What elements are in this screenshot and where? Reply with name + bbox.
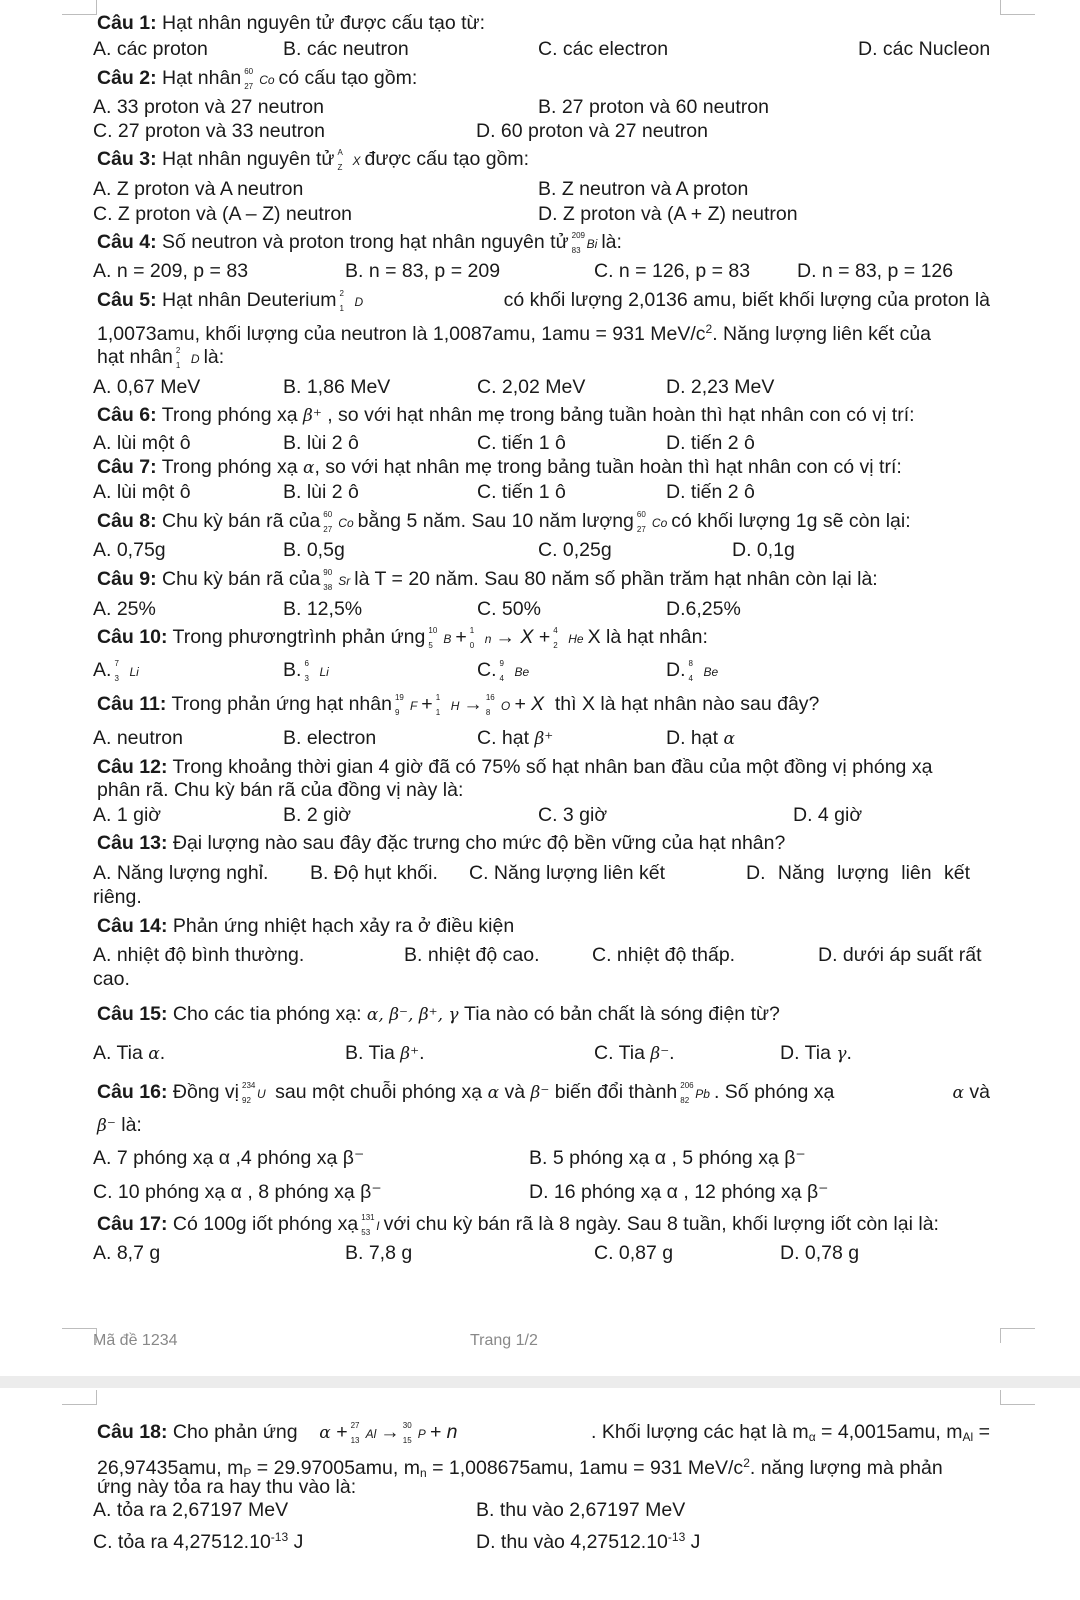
element-symbol: D (190, 352, 200, 366)
question-12 (97, 755, 932, 779)
mass-number: 60 (636, 510, 646, 519)
option-a: A. Năng lượng nghỉ. (93, 862, 269, 884)
option-a: A. tỏa ra 2,67197 MeV (93, 1499, 289, 1521)
option-b: B. Độ hụt khối. (310, 862, 438, 884)
neutron-product: + n (429, 1421, 458, 1443)
unknown-particle: + X (514, 693, 545, 715)
option-c: C. 2,02 MeV (477, 376, 586, 398)
corner-mark (1000, 0, 1035, 15)
question-text: = (978, 1421, 990, 1443)
option-d-continued: cao. (93, 968, 130, 990)
option-c: C. nhiệt độ thấp. (592, 944, 736, 966)
atomic-number: Z (337, 163, 343, 172)
option-c: C. hạt β⁺ (477, 727, 554, 749)
option-d: D. các Nucleon (858, 38, 991, 60)
question-number: Câu 15: (97, 1003, 168, 1025)
option-b: B. nhiệt độ cao. (404, 944, 540, 966)
question-text: với chu kỳ bán rã là 8 ngày. Sau 8 tuần, khối lượng iốt còn lại là: (383, 1213, 939, 1235)
mass-number: 2 (339, 289, 344, 298)
nuclide (323, 511, 353, 535)
question-8 (97, 509, 911, 535)
question-16-line-2 (97, 1113, 142, 1138)
option-d: D. 60 proton và 27 neutron (476, 120, 708, 142)
question-15 (97, 1002, 780, 1027)
option-a: A. n = 209, p = 83 (93, 260, 249, 282)
alpha-symbol: α (723, 729, 735, 749)
element-symbol: U (257, 1087, 266, 1101)
question-number: Câu 13: (97, 832, 168, 854)
option-a: A. neutron (93, 727, 183, 749)
question-number: Câu 17: (97, 1213, 168, 1235)
question-text: Chu kỳ bán rã của (162, 568, 321, 590)
atomic-number: 1 (435, 708, 441, 717)
unit: J (293, 1531, 304, 1553)
beta-minus-symbol: β⁻ (97, 1116, 116, 1136)
option-c: C. 0,87 g (594, 1242, 674, 1264)
question-text: Đại lượng nào sau đây đặc trưng cho mức độ bền vững của hạt nhân? (172, 832, 786, 854)
element-symbol: Co (651, 516, 668, 530)
mass-number: 4 (553, 626, 558, 635)
question-3 (97, 147, 529, 173)
question-text: thì X là hạt nhân nào sau đây? (554, 693, 820, 715)
reaction-arrow-icon: → (463, 693, 483, 715)
option-b: B. Tia β⁺. (345, 1042, 425, 1064)
question-text: Hạt nhân (162, 67, 242, 89)
nuclide (436, 694, 460, 718)
question-text: 1,0073amu, khối lượng của neutron là 1,0087amu, 1amu = 931 MeV/c (97, 323, 706, 345)
question-5-line-3 (97, 345, 224, 371)
element-symbol: I (376, 1219, 380, 1233)
corner-mark (1000, 1328, 1035, 1343)
nuclide (637, 511, 667, 535)
mass-number: 1 (435, 693, 441, 702)
question-text: , so với hạt nhân mẹ trong bảng tuần hoàn thì hạt nhân con có vị trí: (327, 404, 915, 426)
question-text: = 4,0015amu, m (821, 1421, 963, 1443)
option-d: D. 2,23 MeV (666, 376, 775, 398)
question-text: Hạt nhân nguyên tử được cấu tạo từ: (162, 12, 485, 34)
question-number: Câu 2: (97, 67, 157, 89)
option-d: D. dưới áp suất rất (818, 944, 982, 966)
atomic-number: 2 (553, 641, 558, 650)
option-d: D. tiến 2 ô (666, 481, 755, 503)
mass-number: 27 (350, 1421, 360, 1430)
mass-number: 90 (323, 568, 333, 577)
atomic-number: 83 (571, 246, 581, 255)
question-text: = 29.97005amu, m (256, 1457, 420, 1479)
alpha-symbol: α (487, 1083, 500, 1103)
option-b: B. 2 giờ (283, 804, 352, 826)
option-a: A. 7 3 Li (93, 659, 139, 683)
nuclide (395, 694, 417, 718)
option-d: D. tiến 2 ô (666, 432, 755, 454)
question-13 (97, 831, 785, 855)
mass-number: 2 (175, 346, 181, 355)
gamma-symbol: γ (836, 1044, 847, 1064)
question-11 (97, 692, 819, 718)
mass-number: 19 (394, 693, 404, 702)
question-text: Có 100g iốt phóng xạ (172, 1213, 359, 1235)
atomic-number: 27 (323, 525, 333, 534)
nuclide (470, 627, 492, 651)
plus-sign: + (336, 1421, 348, 1443)
question-text: sau một chuỗi phóng xạ (275, 1081, 483, 1103)
option-a: A. nhiệt độ bình thường. (93, 944, 305, 966)
question-text: Tia nào có bản chất là sóng điện từ? (464, 1003, 780, 1025)
option-a: A. lùi một ô (93, 481, 191, 503)
nuclide (323, 569, 350, 593)
question-text: là: (601, 231, 622, 253)
subscript: α (808, 1430, 816, 1444)
question-text: Đồng vị (172, 1081, 239, 1103)
option-a: A. Z proton và A neutron (93, 178, 304, 200)
question-number: Câu 1: (97, 12, 157, 34)
option-d: D. thu vào $4,27512.10^{-13}$ J (476, 1530, 701, 1553)
question-number: Câu 9: (97, 568, 157, 590)
nuclide (428, 627, 451, 651)
option-d: D. 16 phóng xạ α , 12 phóng xạ β⁻ (529, 1181, 829, 1203)
nuclide (361, 1214, 379, 1238)
option-c: C. tiến 1 ô (477, 432, 566, 454)
element-symbol: P (417, 1427, 426, 1441)
subscript: n (419, 1466, 427, 1480)
question-number: Câu 14: (97, 915, 168, 937)
page-separator (0, 1376, 1080, 1388)
option-c: C. 0,25g (538, 539, 612, 561)
option-b: B. n = 83, p = 209 (345, 260, 501, 282)
atomic-number: 9 (394, 708, 400, 717)
atomic-number: 27 (636, 525, 646, 534)
question-number: Câu 12: (97, 756, 168, 778)
option-a: A. các proton (93, 38, 208, 60)
beta-minus-symbol: β⁻ (650, 1044, 670, 1064)
question-17 (97, 1212, 939, 1238)
question-number: Câu 5: (97, 289, 157, 311)
option-d: D. 0,1g (732, 539, 795, 561)
exponent: -13 (667, 1530, 686, 1544)
option-c: C. tỏa ra $4,27512.10^{-13}$ J (93, 1530, 304, 1553)
question-5-line-2 (97, 317, 931, 346)
question-text: hạt nhân (97, 346, 173, 368)
atomic-number: 15 (402, 1436, 412, 1445)
option-a: A. 0,75g (93, 539, 166, 561)
option-d: D. hạt α (666, 727, 735, 749)
question-number: Câu 6: (97, 404, 157, 426)
option-b: B. 5 phóng xạ α , 5 phóng xạ β⁻ (529, 1147, 806, 1169)
option-c: C. tiến 1 ô (477, 481, 566, 503)
corner-mark (1000, 1390, 1035, 1405)
nuclide (553, 627, 583, 651)
atomic-number: 92 (242, 1096, 251, 1105)
option-a: A. 8,7 g (93, 1242, 161, 1264)
atomic-number: 53 (361, 1228, 371, 1237)
option-d: D. 8 4 Be (666, 659, 719, 683)
question-1 (97, 11, 485, 35)
beta-minus-symbol: β⁻ (530, 1083, 550, 1103)
question-text: là T = 20 năm. Sau 80 năm số phần trăm hạt nhân còn lại là: (354, 568, 878, 590)
question-text: và (504, 1081, 526, 1103)
nuclide (242, 1082, 266, 1106)
option-d: D.6,25% (666, 598, 741, 620)
question-text: X là hạt nhân: (587, 626, 708, 648)
nuclide (340, 290, 364, 314)
question-text: = 1,008675amu, 1amu = 931 MeV/c (432, 1457, 744, 1479)
atomic-number: 5 (428, 641, 433, 650)
corner-mark (62, 0, 97, 15)
nuclide (244, 68, 274, 92)
option-a: A. 1 giờ (93, 804, 162, 826)
question-18-line-3: ứng này tỏa ra hay thu vào là: (97, 1476, 357, 1498)
question-text: Trong phươngtrình phản ứng (172, 626, 426, 648)
option-a: A. 33 proton và 27 neutron (93, 96, 324, 118)
option-c: C. Tia β⁻. (594, 1042, 675, 1064)
question-text: và (969, 1081, 990, 1103)
option-a: A. 25% (93, 598, 156, 620)
option-d: D. Tia γ. (780, 1042, 852, 1064)
question-text: Cho phản ứng (172, 1421, 298, 1443)
exponent: -13 (270, 1530, 289, 1544)
mass-number: 234 (242, 1081, 256, 1090)
option-c: C. các electron (538, 38, 669, 60)
page-number: Trang 1/2 (470, 1332, 538, 1349)
mass-number: 16 (485, 693, 495, 702)
option-d: D. 0,78 g (780, 1242, 860, 1264)
question-text: , so với hạt nhân mẹ trong bảng tuần hoàn thì hạt nhân con có vị trí: (314, 456, 902, 478)
plus-sign: + (455, 626, 467, 648)
option-c: C. 10 phóng xạ α , 8 phóng xạ β⁻ (93, 1181, 382, 1203)
atomic-number: 1 (175, 361, 181, 370)
question-number: Câu 11: (97, 693, 167, 715)
nuclide (337, 149, 360, 173)
element-symbol: Co (259, 73, 275, 87)
mass-number: 30 (402, 1421, 412, 1430)
question-number: Câu 3: (97, 148, 157, 170)
element-symbol: Sr (338, 574, 351, 588)
option-d: D. 4 giờ (793, 804, 863, 826)
mass-number: 1 (469, 626, 475, 635)
question-9 (97, 567, 878, 593)
question-7 (97, 455, 902, 480)
mass-number: 131 (361, 1213, 375, 1222)
option-c: C. 9 4 Be (477, 659, 530, 683)
question-text: được cấu tạo gồm: (364, 148, 530, 170)
question-14 (97, 914, 514, 938)
option-b: B. 7,8 g (345, 1242, 413, 1264)
atomic-number: 82 (680, 1096, 690, 1105)
element-symbol: O (500, 699, 511, 713)
nuclide (403, 1422, 426, 1446)
question-10 (97, 625, 708, 651)
question-text: Trong khoảng thời gian 4 giờ đã có 75% số hạt nhân ban đầu của một đồng vị phóng xạ (172, 756, 933, 778)
option-b: B. 12,5% (283, 598, 363, 620)
question-6 (97, 403, 915, 428)
question-text: 26,97435amu, m (97, 1457, 244, 1479)
question-text: Trong phóng xạ (161, 456, 298, 478)
option-d-continued: riêng. (93, 886, 142, 908)
question-12-line-2: phân rã. Chu kỳ bán rã của đồng vị này là: (97, 779, 464, 801)
atomic-number: 1 (339, 304, 344, 313)
mass-number: A (337, 148, 343, 157)
question-text: Số neutron và proton trong hạt nhân nguyên tử (162, 231, 569, 253)
mass-number: 60 (244, 67, 254, 76)
question-text: Hạt nhân nguyên tử (162, 148, 335, 170)
nuclide (351, 1422, 377, 1446)
page-2 (0, 1388, 1080, 1600)
element-symbol: Bi (586, 237, 598, 251)
question-text: là: (121, 1114, 142, 1136)
unit: J (690, 1531, 701, 1553)
subscript: P (243, 1466, 252, 1480)
question-number: Câu 8: (97, 510, 157, 532)
question-text: có khối lượng 2,0136 amu, biết khối lượng của proton là (503, 289, 990, 311)
question-text: . Khối lượng các hạt là m (590, 1421, 809, 1443)
option-d: D. Z proton và (A + Z) neutron (538, 203, 798, 225)
plus-sign: + (538, 626, 551, 648)
exam-code: Mã đề 1234 (93, 1332, 178, 1349)
exponent: 2 (743, 1456, 750, 1470)
mass-number: 206 (680, 1081, 694, 1090)
question-text: . Năng lượng liên kết của (712, 323, 932, 345)
question-2 (97, 66, 417, 92)
option-b: B. 0,5g (283, 539, 345, 561)
beta-plus-symbol: β⁺ (302, 406, 322, 426)
corner-mark (62, 1328, 97, 1343)
question-text: Cho các tia phóng xạ: (172, 1003, 362, 1025)
beta-plus-symbol: β⁺ (400, 1044, 420, 1064)
question-text: . Số phóng xạ (713, 1081, 835, 1103)
element-symbol: Pb (695, 1087, 710, 1101)
mass-number: 10 (428, 626, 438, 635)
alpha-symbol: α (952, 1083, 964, 1103)
option-b: B. Z neutron và A proton (538, 178, 749, 200)
question-number: Câu 4: (97, 231, 157, 253)
option-a: A. 7 phóng xạ α ,4 phóng xạ β⁻ (93, 1147, 365, 1169)
option-a: A. Tia α. (93, 1042, 166, 1064)
nuclide (572, 232, 598, 256)
option-b: B. 6 3 Li (283, 659, 329, 683)
element-symbol: H (450, 699, 460, 713)
alpha-symbol: α (302, 458, 315, 478)
option-a: A. 0,67 MeV (93, 376, 201, 398)
corner-mark (62, 1390, 97, 1405)
question-5 (97, 288, 990, 314)
question-text: Hạt nhân Deuterium (162, 289, 337, 311)
element-symbol: He (568, 632, 584, 646)
atomic-number: 27 (244, 82, 254, 91)
question-number: Câu 18: (97, 1421, 168, 1443)
subscript: Al (962, 1430, 974, 1444)
element-symbol: X (352, 154, 361, 168)
option-d: D. Năng lượng liên kết (746, 862, 971, 884)
option-c: C. 3 giờ (538, 804, 608, 826)
reaction-arrow-icon: → (380, 1421, 400, 1443)
option-b: B. các neutron (283, 38, 409, 60)
question-text: là: (203, 346, 225, 368)
atomic-number: 0 (469, 641, 475, 650)
question-text: Trong phóng xạ (161, 404, 298, 426)
element-symbol: F (409, 699, 418, 713)
question-text: Chu kỳ bán rã của (162, 510, 321, 532)
option-c: C. Năng lượng liên kết (469, 862, 666, 884)
mass-number: 209 (571, 231, 585, 240)
option-d: D. n = 83, p = 126 (797, 260, 954, 282)
question-text: Trong phản ứng hạt nhân (171, 693, 392, 715)
element-symbol: D (354, 295, 364, 309)
radiation-symbols: α, β⁻, β⁺, γ (366, 1005, 459, 1025)
nuclide (486, 694, 510, 718)
element-symbol: n (484, 632, 492, 646)
option-b: B. lùi 2 ô (283, 481, 359, 503)
plus-sign: + (421, 693, 433, 715)
question-4 (97, 230, 622, 256)
question-text: bằng 5 năm. Sau 10 năm lượng (357, 510, 634, 532)
question-text: Phản ứng nhiệt hạch xảy ra ở điều kiện (172, 915, 515, 937)
reaction-arrow-icon: → (495, 626, 515, 648)
nuclide (680, 1082, 710, 1106)
option-c: C. 50% (477, 598, 541, 620)
option-b: B. 1,86 MeV (283, 376, 391, 398)
option-c: C. n = 126, p = 83 (594, 260, 751, 282)
option-b: B. lùi 2 ô (283, 432, 359, 454)
question-16 (97, 1080, 990, 1106)
nuclide (176, 347, 200, 371)
question-number: Câu 7: (97, 456, 157, 478)
option-b: B. electron (283, 727, 377, 749)
option-c: C. 27 proton và 33 neutron (93, 120, 325, 142)
option-b: B. 27 proton và 60 neutron (538, 96, 769, 118)
question-number: Câu 10: (97, 626, 168, 648)
element-symbol: B (443, 632, 452, 646)
question-text: . năng lượng mà phản (749, 1457, 943, 1479)
alpha-symbol: α (148, 1044, 160, 1064)
atomic-number: 38 (323, 583, 333, 592)
question-text: có khối lượng 1g sẽ còn lại: (671, 510, 911, 532)
unknown-particle: X (520, 626, 534, 648)
element-symbol: Co (338, 516, 354, 530)
beta-plus-symbol: β⁺ (534, 729, 554, 749)
element-symbol: Al (365, 1427, 377, 1441)
option-a: A. lùi một ô (93, 432, 191, 454)
atomic-number: 8 (485, 708, 491, 717)
question-text: biến đổi thành (554, 1081, 678, 1103)
option-c: C. Z proton và (A – Z) neutron (93, 203, 353, 225)
atomic-number: 13 (350, 1436, 360, 1445)
mass-number: 60 (323, 510, 333, 519)
question-18 (97, 1420, 990, 1449)
question-number: Câu 16: (97, 1081, 168, 1103)
alpha-symbol: α (319, 1423, 331, 1443)
question-text: có cấu tạo gồm: (278, 67, 418, 89)
exponent: 2 (705, 322, 713, 336)
option-b: B. thu vào 2,67197 MeV (476, 1499, 686, 1521)
